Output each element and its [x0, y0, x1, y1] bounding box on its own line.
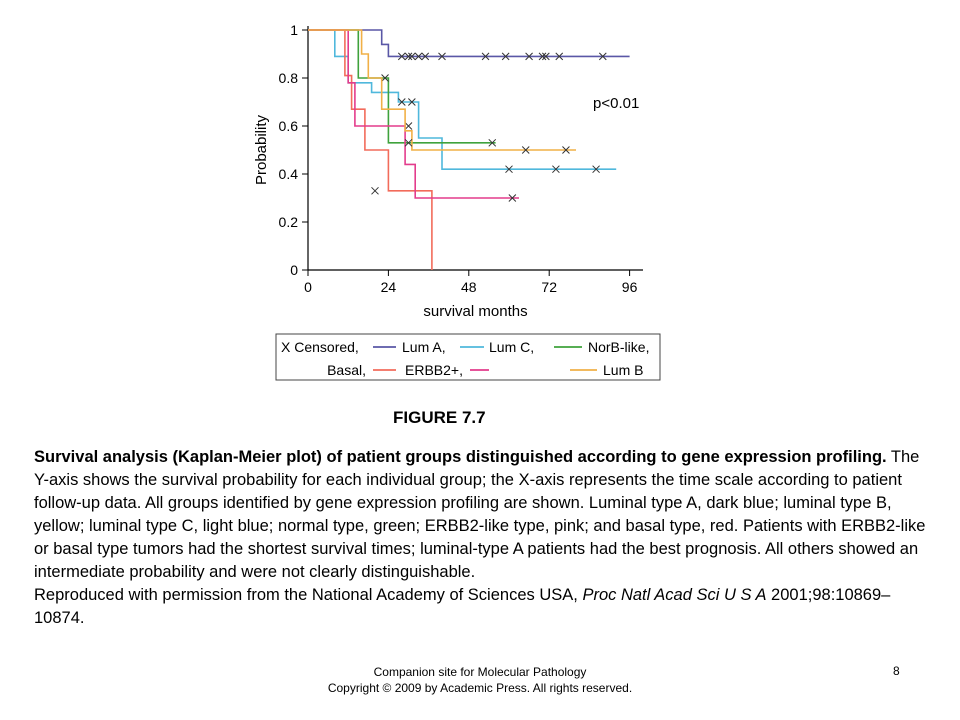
x-tick-label: 24 — [380, 279, 397, 295]
footer-line-2: Copyright © 2009 by Academic Press. All rights reserved. — [327, 681, 633, 695]
legend-censored-label: X Censored, — [281, 339, 359, 355]
series-line — [308, 30, 630, 56]
page-number: 8 — [893, 664, 900, 678]
figure-label: FIGURE 7.7 — [393, 408, 486, 427]
caption-bold: Survival analysis (Kaplan-Meier plot) of patient groups distinguished according to gene expression profiling. — [34, 448, 887, 466]
y-tick-label: 1 — [290, 22, 298, 38]
credit-prefix: Reproduced with permission from the National Academy of Sciences USA, — [34, 586, 583, 604]
censor-mark — [405, 123, 412, 130]
x-axis-title: survival months — [423, 303, 528, 320]
y-tick-label: 0 — [290, 262, 298, 278]
p-value-annotation: p<0.01 — [593, 95, 640, 112]
legend-entry: Lum B — [603, 362, 644, 378]
x-tick-label: 0 — [304, 279, 312, 295]
censor-mark — [372, 187, 379, 194]
legend-entry: Lum A, — [402, 339, 446, 355]
page-footer — [0, 664, 960, 696]
figure-caption — [34, 446, 934, 630]
x-tick-label: 96 — [621, 279, 638, 295]
credit-citation: 2001;98:10869–10874. — [34, 586, 891, 627]
x-tick-label: 72 — [541, 279, 557, 295]
y-tick-label: 0.6 — [278, 118, 298, 134]
legend-entry: ERBB2+, — [405, 362, 463, 378]
y-tick-label: 0.4 — [278, 166, 298, 182]
credit-journal: Proc Natl Acad Sci U S A — [582, 586, 767, 604]
y-tick-label: 0.2 — [278, 214, 298, 230]
chart-axes — [253, 22, 643, 320]
series-layer — [308, 30, 630, 270]
caption-text: The Y-axis shows the survival probability for each individual group; the X-axis represents the time scale according to patient follow-up data. All groups identified by gene expression profiling are shown. Luminal type A, dark blue; luminal type B, yellow; luminal type C, light blue; normal type, green; ERBB2-like type, pink; and basal type, red. Patients with ERBB2-like or basal type tumors had the shortest survival times; luminal-type A patients had the best prognosis. All others showed an intermediate probability and were not clearly distinguishable. — [34, 448, 926, 581]
legend-entry: Basal, — [327, 362, 366, 378]
chart-legend — [276, 334, 660, 380]
y-tick-label: 0.8 — [278, 70, 298, 86]
footer-line-1: Companion site for Molecular Pathology — [373, 665, 587, 679]
legend-entry: Lum C, — [489, 339, 535, 355]
y-axis-title: Probability — [253, 114, 270, 186]
x-tick-label: 48 — [461, 279, 477, 295]
legend-entry: NorB-like, — [588, 339, 650, 355]
